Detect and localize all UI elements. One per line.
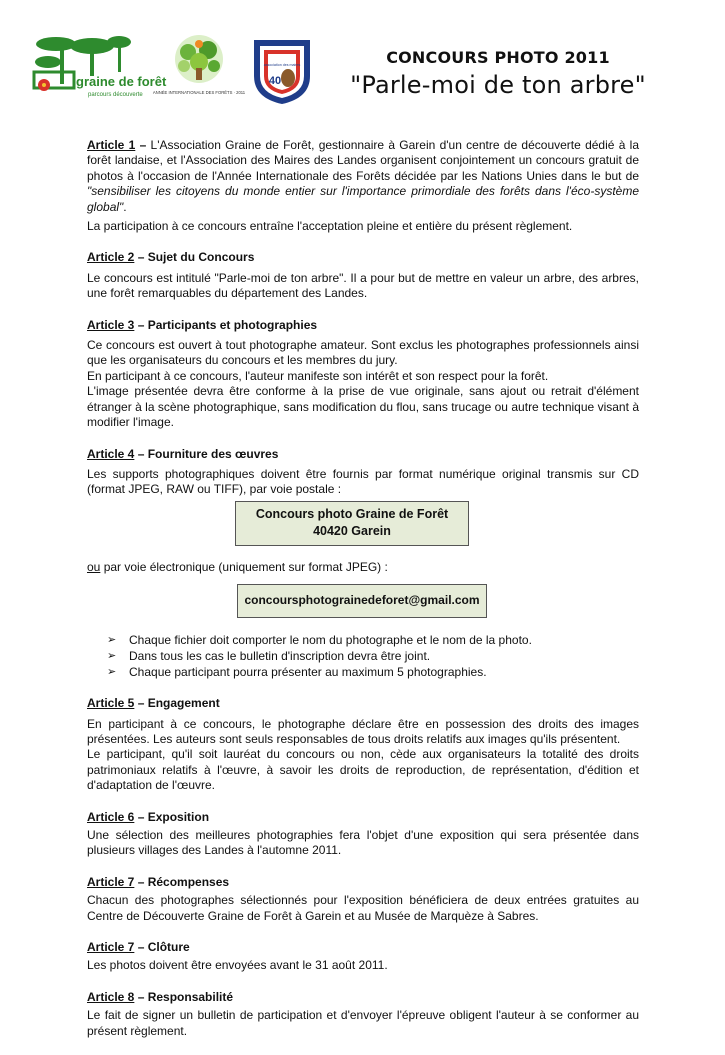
article-8-number: Article 8: [87, 989, 135, 1004]
list-item: [107, 632, 639, 648]
list-item-text: Chaque fichier doit comporter le nom du photographe et le nom de la photo.: [129, 633, 532, 648]
postal-address-line-1: Concours photo Graine de Forêt: [255, 506, 449, 521]
logo2-text: ANNÉE INTERNATIONALE DES FORÊTS · 2011: [152, 90, 246, 95]
article-6-heading: [87, 810, 639, 825]
article-5-title: – Engagement: [134, 696, 220, 711]
article-7-closing-paragraph: Les photos doivent être envoyées avant le 31 août 2011.: [87, 958, 388, 973]
article-2-title: – Sujet du Concours: [134, 250, 255, 265]
arrow-bullet-icon: ➢: [107, 634, 117, 647]
international-year-of-forests-logo: [152, 32, 246, 104]
postal-address-box: [235, 501, 469, 546]
logo1-text: graine de forêt: [76, 74, 167, 89]
article-6-title: – Exposition: [134, 809, 210, 824]
article-3-number: Article 3: [87, 317, 135, 332]
list-item-text: Dans tous les cas le bulletin d'inscription devra être joint.: [129, 649, 431, 664]
contest-title: CONCOURS PHOTO 2011: [386, 48, 610, 67]
article-1-dash: –: [135, 138, 151, 152]
article-3-title: – Participants et photographies: [134, 317, 318, 332]
article-7-closing-heading: [87, 940, 639, 955]
article-1-paragraph: [87, 138, 639, 215]
article-4-number: Article 4: [87, 446, 135, 461]
article-5-heading: [87, 696, 639, 711]
article-7-closing: [87, 940, 639, 974]
article-8-heading: [87, 990, 639, 1005]
article-6: [87, 810, 639, 859]
logo1-subtext: parcours découverte: [88, 92, 143, 98]
article-7-rewards: [87, 875, 639, 924]
article-1-paragraph-2: La participation à ce concours entraîne l'acceptation pleine et entière du présent règlement.: [87, 219, 573, 234]
article-3-heading: [87, 318, 639, 333]
arrow-bullet-icon: ➢: [107, 666, 117, 679]
association-des-maires-logo: [250, 36, 314, 106]
article-7-rewards-heading: [87, 875, 639, 890]
submission-rules-list: [107, 632, 639, 680]
article-6-number: Article 6: [87, 809, 135, 824]
article-1: [87, 138, 639, 234]
logo3-number: 40: [268, 75, 282, 87]
article-4-heading: [87, 447, 639, 462]
article-7-rewards-number: Article 7: [87, 874, 135, 889]
article-5-paragraph-1: En participant à ce concours, le photographe déclare être en possession des droits des images présentées. Les auteurs sont seuls responsables de tous droits relatifs aux images qu'ils présentent.: [87, 716, 639, 746]
article-2: [87, 250, 639, 301]
article-6-paragraph: Une sélection des meilleures photographies fera l'objet d'une exposition qui sera présentée dans plusieurs villages des Landes à l'automne 2011.: [87, 827, 639, 858]
or-rest: par voie électronique (uniquement sur format JPEG) :: [100, 559, 388, 574]
article-2-number: Article 2: [87, 250, 135, 265]
article-1-end: .: [123, 199, 127, 214]
list-item-text: Chaque participant pourra présenter au maximum 5 photographies.: [129, 665, 487, 680]
article-3-paragraph-3: L'image présentée devra être conforme à la prise de vue originale, sans ajout ou retrait d'élément étranger à la scène photographique, sans modification du flou, sans trucage ou autre technique visant à modifier l'image.: [87, 384, 639, 430]
graine-de-foret-logo: [26, 32, 167, 102]
list-item: [107, 664, 639, 680]
article-1-quote: "sensibiliser les citoyens du monde entier sur l'importance primordiale des forêts dans l'éco-système global": [87, 184, 639, 214]
article-3-paragraph-1: Ce concours est ouvert à tout photographe amateur. Sont exclus les photographes professionnels ainsi que les organisateurs du concours et les membres du jury.: [87, 338, 639, 368]
page-header: [0, 0, 725, 120]
article-7-rewards-paragraph: Chacun des photographes sélectionnés pour l'exposition bénéficiera de deux entrées gratuites au Centre de Découverte Graine de Forêt à Garein et au Musée de Marquèze à Sabres.: [87, 893, 639, 923]
article-7-closing-number: Article 7: [87, 940, 135, 954]
arrow-bullet-icon: ➢: [107, 650, 117, 663]
article-3: [87, 318, 639, 431]
article-4-title: – Fourniture des œuvres: [134, 446, 279, 461]
electronic-submission-text: [87, 560, 639, 575]
rules-content: [87, 138, 639, 1055]
article-8-paragraph: Le fait de signer un bulletin de participation et d'envoyer l'épreuve obligent l'auteur à se conformer au présent règlement.: [87, 1008, 639, 1038]
article-7-rewards-title: – Récompenses: [134, 874, 230, 889]
article-8-title: – Responsabilité: [134, 989, 234, 1004]
email-box: [237, 584, 487, 618]
list-item: [107, 648, 639, 664]
or-word: ou: [87, 559, 101, 574]
article-5: [87, 696, 639, 793]
article-7-closing-title: – Clôture: [134, 940, 190, 954]
article-4-paragraph: Les supports photographiques doivent être fournis par format numérique original transmis sur CD (format JPEG, RAW ou TIFF), par voie postale :: [87, 466, 639, 497]
postal-address-line-2: 40420 Garein: [313, 523, 391, 538]
article-1-number: Article 1: [87, 138, 136, 152]
article-4: [87, 447, 639, 681]
title-block: [338, 48, 658, 99]
article-2-paragraph: Le concours est intitulé "Parle-moi de ton arbre". Il a pour but de mettre en valeur un arbre, des arbres, une forêt remarquables du département des Landes.: [87, 270, 639, 301]
contest-subtitle: "Parle-moi de ton arbre": [350, 71, 646, 99]
contest-email[interactable]: concoursphotograinedeforet@gmail.com: [244, 593, 480, 608]
article-2-heading: [87, 250, 639, 265]
article-5-paragraph-2: Le participant, qu'il soit lauréat du concours ou non, cède aux organisateurs la totalité des droits patrimoniaux relatifs à l'œuvre, à savoir les droits de reproduction, de représentation, d'édition et d'adaptation de l'œuvre.: [87, 747, 639, 793]
article-5-number: Article 5: [87, 696, 135, 711]
logo3-text: association des maires: [263, 63, 301, 67]
article-1-text: L'Association Graine de Forêt, gestionnaire à Garein d'un centre de découverte dédié à la forêt landaise, et l'Association des Maires des Landes organisent conjointement un concours gratuit de photos à l'occasion de l'Année Internationale des Forêts décidée par les Nations Unies dans le but de: [87, 138, 640, 183]
article-8: [87, 990, 639, 1039]
article-3-paragraph-2: En participant à ce concours, l'auteur manifeste son intérêt et son respect pour la forêt.: [87, 368, 549, 383]
